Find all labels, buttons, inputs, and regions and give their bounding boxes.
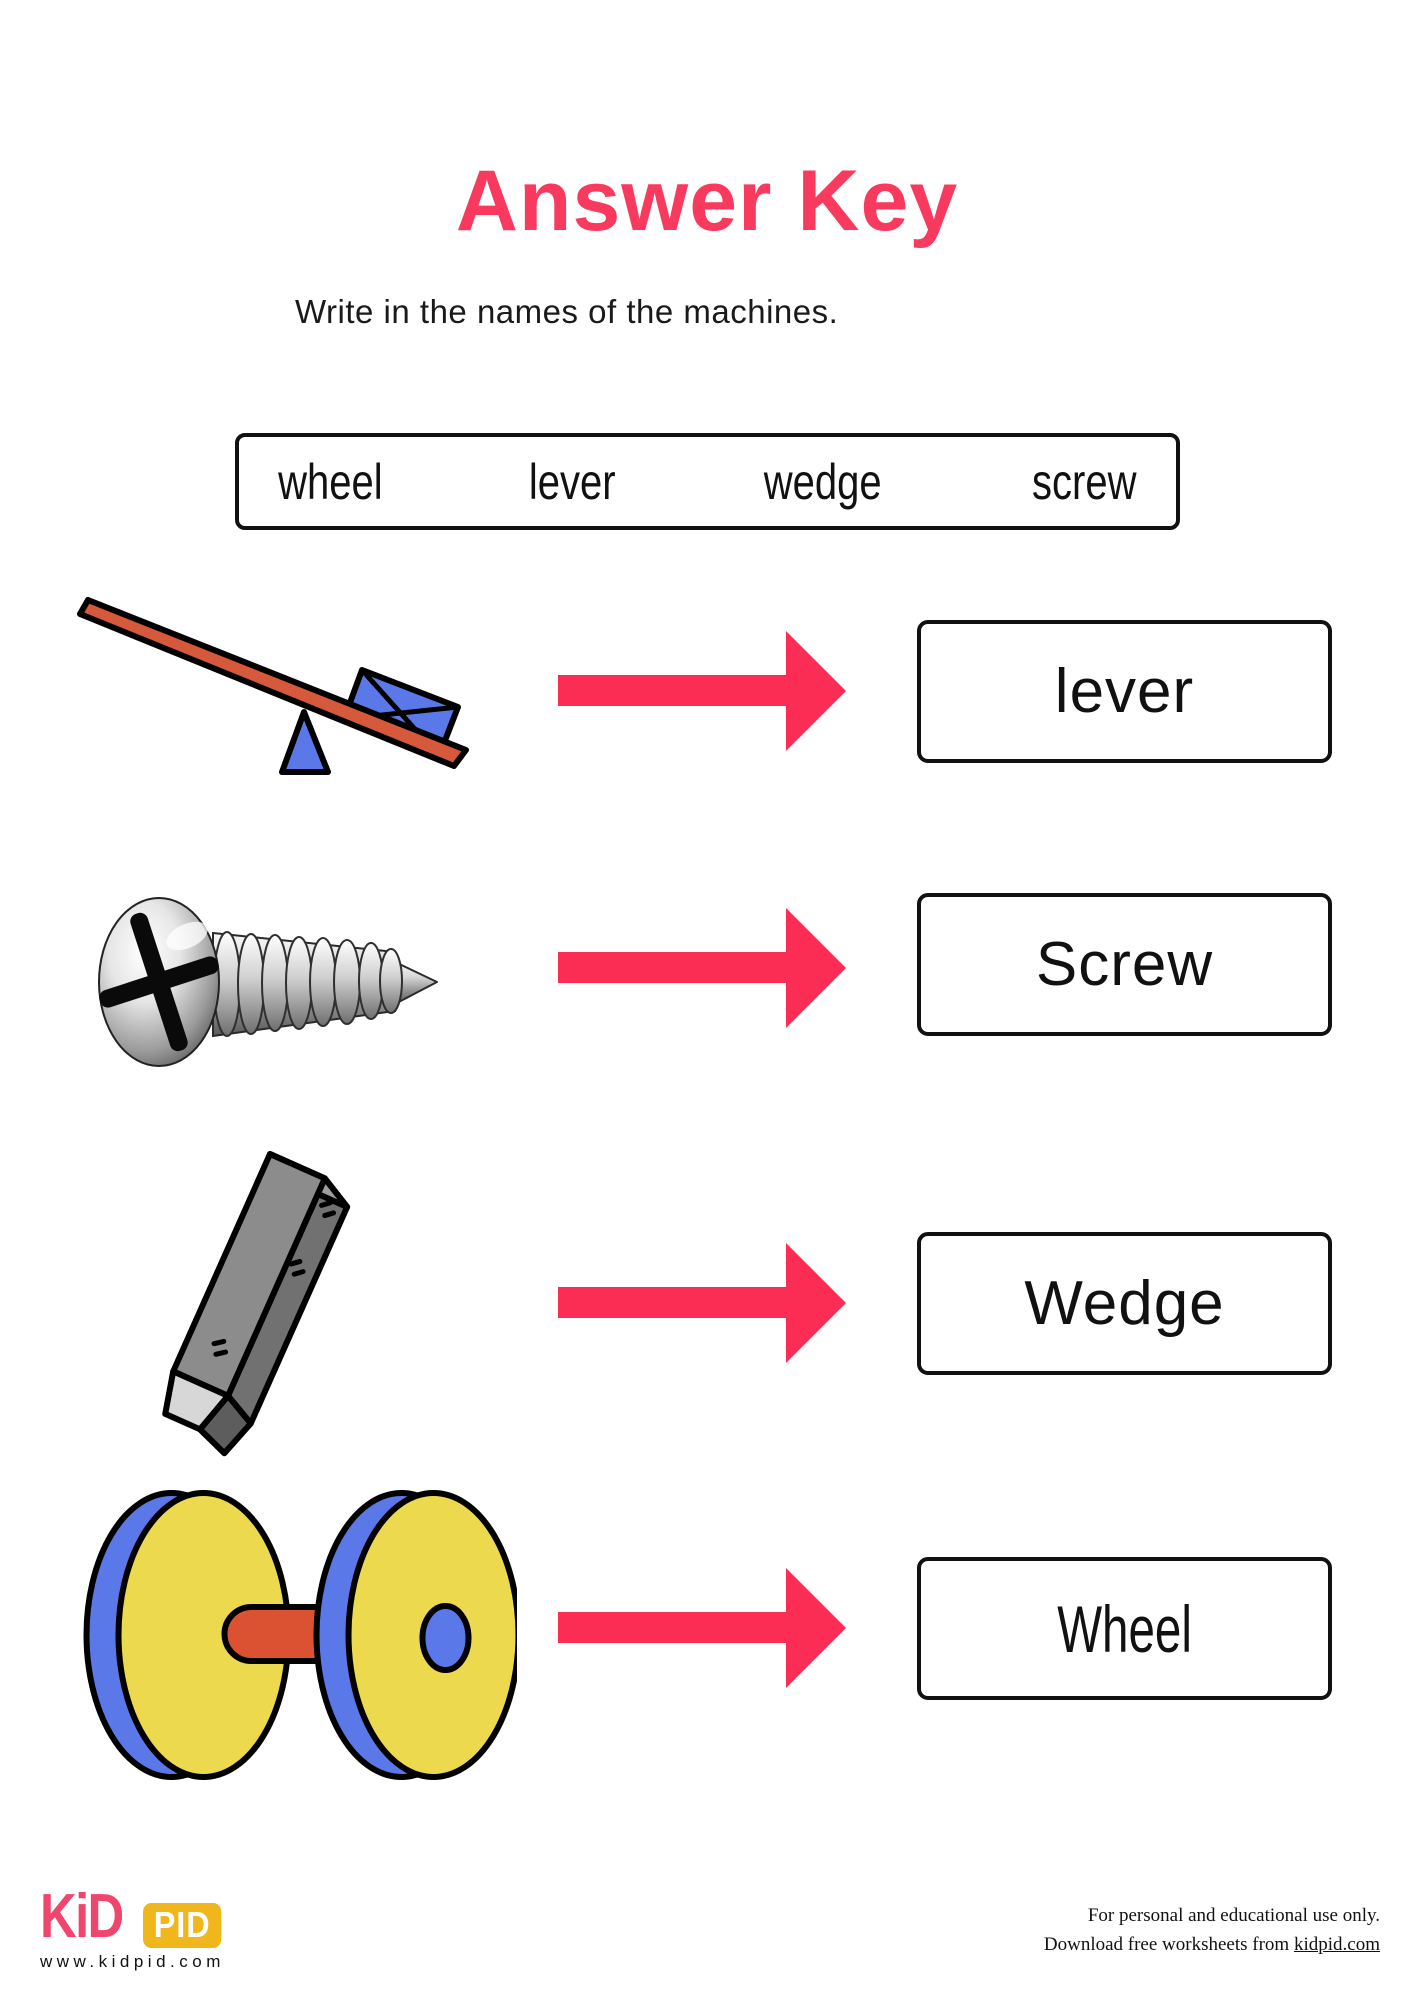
word-bank-box: [235, 433, 1180, 530]
wheel-and-axle-image: [72, 1475, 517, 1795]
footer-note-line1: For personal and educational use only.: [1087, 1905, 1380, 1926]
word-bank-word: screw: [1032, 453, 1137, 510]
arrow-icon: [558, 906, 848, 1030]
arrow-icon: [558, 629, 848, 753]
logo-kid-text: KiD: [40, 1882, 123, 1951]
arrow-icon: [558, 1241, 848, 1365]
lever-image: [62, 588, 482, 788]
answer-box-lever: [917, 620, 1332, 763]
page-subtitle: Write in the names of the machines.: [295, 293, 839, 330]
word-bank-word: lever: [529, 453, 616, 510]
website-url: www.kidpid.com: [40, 1952, 225, 1971]
answer-text: lever: [1054, 657, 1195, 726]
screw-image: [95, 878, 440, 1093]
kidpid-logo: [40, 1882, 230, 1951]
arrow-icon: [558, 1566, 848, 1690]
answer-box-wheel: [917, 1557, 1332, 1700]
answer-text: Wedge: [1024, 1269, 1225, 1338]
footer-note-line2: Download free worksheets from kidpid.com: [1043, 1933, 1380, 1955]
word-bank-word: wedge: [764, 453, 882, 510]
wedge-image: [128, 1140, 393, 1460]
logo-pid-badge: PID: [143, 1903, 221, 1948]
answer-box-screw: [917, 893, 1332, 1036]
kidpid-link[interactable]: kidpid.com: [1293, 1933, 1380, 1955]
footer-note: [1044, 1902, 1380, 1959]
word-bank-word: wheel: [278, 453, 383, 510]
answer-text: Wheel: [1057, 1591, 1192, 1666]
page-title: Answer Key: [455, 153, 959, 249]
answer-text: Screw: [1035, 930, 1214, 999]
answer-box-wedge: [917, 1232, 1332, 1375]
